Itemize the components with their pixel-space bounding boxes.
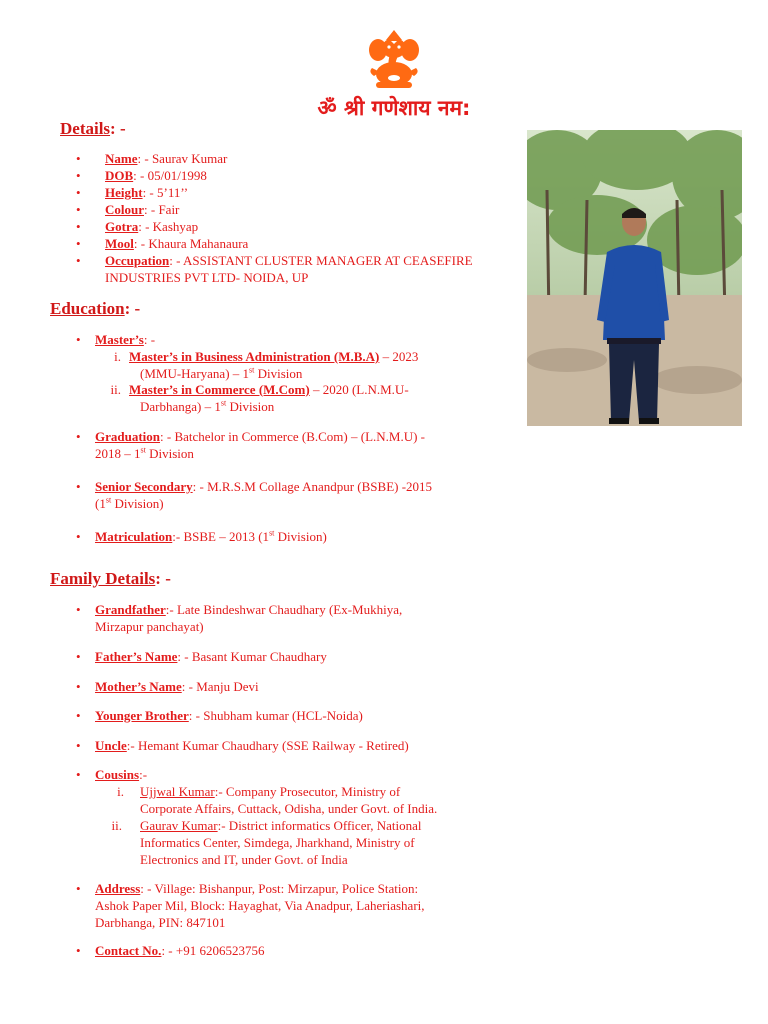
cousin-detail-continued: Informatics Center, Simdega, Jharkhand, Ministry of: [140, 835, 415, 850]
degree-division: Division: [226, 399, 275, 414]
masters-item: [114, 348, 469, 382]
item-value: : - ASSISTANT CLUSTER MANAGER AT CEASEFIRE: [169, 253, 473, 268]
bullet-icon: •: [76, 253, 81, 268]
bullet-icon: •: [76, 602, 81, 617]
mantra-title: ॐ श्री गणेशाय नम:: [317, 96, 471, 120]
cousin-entry: [111, 817, 480, 868]
item-value: : - Khaura Mahanaura: [133, 236, 249, 251]
grandfather-label: Grandfather: [95, 602, 166, 617]
brother-item: [76, 707, 495, 724]
bullet-icon: •: [76, 429, 81, 444]
cousin-name: Gaurav Kumar: [140, 818, 218, 833]
brother-label: Younger Brother: [95, 708, 189, 723]
masters-block: [76, 331, 515, 348]
contact-item: [76, 942, 495, 959]
contact-value: : - +91 6206523756: [161, 943, 265, 958]
bullet-icon: •: [76, 708, 81, 723]
cousin-detail-continued: Corporate Affairs, Cuttack, Odisha, under Govt. of India.: [140, 801, 438, 816]
education-heading: [50, 299, 140, 319]
father-item: [76, 648, 495, 665]
bullet-icon: •: [76, 479, 81, 494]
item-label: Height: [105, 185, 143, 200]
uncle-label: Uncle: [95, 738, 127, 753]
profile-photo: [527, 130, 742, 426]
matric-value: :- BSBE – 2013 (1: [172, 529, 270, 544]
family-heading: [50, 569, 171, 589]
grandfather-value-continued: Mirzapur panchayat): [95, 619, 204, 634]
grandfather-item: [76, 601, 495, 635]
education-heading-text: Education: [50, 299, 125, 318]
bullet-icon: •: [76, 881, 81, 896]
cousin-name: Ujjwal Kumar: [140, 784, 215, 799]
details-heading: [60, 119, 126, 139]
masters-suffix: : -: [143, 332, 156, 347]
cousins-label: Cousins: [95, 767, 140, 782]
father-label: Father’s Name: [95, 649, 178, 664]
matriculation-item: [76, 528, 475, 545]
bullet-icon: •: [76, 649, 81, 664]
bullet-icon: •: [76, 185, 81, 200]
address-item: [76, 880, 495, 931]
masters-item: [110, 381, 469, 415]
cousin-entry: [117, 783, 480, 817]
ganesha-icon: [366, 28, 422, 94]
family-heading-text: Family Details: [50, 569, 156, 588]
list-item: [76, 150, 505, 167]
graduation-year: 2018 – 1: [95, 446, 141, 461]
bullet-icon: •: [76, 151, 81, 166]
degree-year: – 2020 (L.N.M.U-: [309, 382, 409, 397]
roman-numeral: i.: [114, 349, 121, 364]
bullet-icon: •: [76, 943, 81, 958]
bullet-icon: •: [76, 202, 81, 217]
degree-detail: Darbhanga) – 1: [140, 399, 221, 414]
grandfather-value: :- Late Bindeshwar Chaudhary (Ex-Mukhiya,: [165, 602, 403, 617]
mother-item: [76, 678, 495, 695]
list-item: [76, 184, 505, 201]
cousins-suffix: :-: [139, 767, 148, 782]
matric-label: Matriculation: [95, 529, 173, 544]
address-value-continued: Ashok Paper Mil, Block: Hayaghat, Via Anadpur, Laheriashari,: [95, 898, 425, 913]
bullet-icon: •: [76, 332, 81, 347]
senior-detail: (1: [95, 496, 106, 511]
bullet-icon: •: [76, 767, 81, 782]
item-label: Colour: [105, 202, 144, 217]
uncle-value: :- Hemant Kumar Chaudhary (SSE Railway - Retired): [126, 738, 409, 753]
masters-label: Master’s: [95, 332, 144, 347]
contact-label: Contact No.: [95, 943, 162, 958]
graduation-value: : - Batchelor in Commerce (B.Com) – (L.N.M.U) -: [160, 429, 426, 444]
senior-division: Division): [111, 496, 164, 511]
degree-title: Master’s in Commerce (M.Com): [129, 382, 310, 397]
item-value: : - Fair: [144, 202, 180, 217]
details-list: [76, 150, 505, 286]
bullet-icon: •: [76, 219, 81, 234]
details-heading-text: Details: [60, 119, 111, 138]
cousin-detail-continued: Electronics and IT, under Govt. of India: [140, 852, 348, 867]
senior-label: Senior Secondary: [95, 479, 193, 494]
address-label: Address: [95, 881, 141, 896]
matric-division: Division): [274, 529, 327, 544]
bullet-icon: •: [76, 738, 81, 753]
list-item: [76, 201, 505, 218]
graduation-item: [76, 428, 475, 462]
cousins-item: [76, 766, 495, 783]
bullet-icon: •: [76, 679, 81, 694]
ordinal-sup: st: [269, 528, 275, 538]
list-item: [76, 235, 505, 252]
family-heading-suffix: : -: [155, 569, 171, 588]
item-value: : - Saurav Kumar: [137, 151, 228, 166]
brother-value: : - Shubham kumar (HCL-Noida): [188, 708, 363, 723]
item-label: DOB: [105, 168, 134, 183]
mother-label: Mother’s Name: [95, 679, 182, 694]
list-item: [76, 252, 505, 286]
ordinal-sup: st: [105, 495, 112, 505]
uncle-item: [76, 737, 515, 754]
degree-division: Division: [254, 366, 303, 381]
cousin-detail: :- District informatics Officer, National: [217, 818, 422, 833]
item-label: Occupation: [105, 253, 170, 268]
address-value-continued: Darbhanga, PIN: 847101: [95, 915, 226, 930]
item-label: Gotra: [105, 219, 139, 234]
item-value: : - 5’11’’: [142, 185, 189, 200]
item-label: Name: [105, 151, 138, 166]
education-heading-suffix: : -: [124, 299, 141, 318]
graduation-division: Division: [145, 446, 194, 461]
degree-detail: (MMU-Haryana) – 1: [140, 366, 250, 381]
ordinal-sup: st: [249, 365, 255, 375]
item-value-continued: INDUSTRIES PVT LTD- NOIDA, UP: [105, 270, 309, 285]
bullet-icon: •: [76, 236, 81, 251]
roman-numeral: i.: [117, 784, 124, 799]
roman-numeral: ii.: [111, 818, 122, 833]
senior-secondary-item: [76, 478, 475, 512]
ordinal-sup: st: [140, 445, 146, 455]
item-value: : - 05/01/1998: [133, 168, 207, 183]
bullet-icon: •: [76, 168, 81, 183]
address-value: : - Village: Bishanpur, Post: Mirzapur, Police Station:: [140, 881, 419, 896]
bullet-icon: •: [76, 529, 81, 544]
item-label: Mool: [105, 236, 134, 251]
father-value: : - Basant Kumar Chaudhary: [177, 649, 327, 664]
list-item: [76, 167, 505, 184]
mother-value: : - Manju Devi: [181, 679, 259, 694]
degree-year: – 2023: [379, 349, 419, 364]
graduation-label: Graduation: [95, 429, 161, 444]
item-value: : - Kashyap: [138, 219, 199, 234]
degree-title: Master’s in Business Administration (M.B.A): [129, 349, 380, 364]
roman-numeral: ii.: [110, 382, 121, 397]
details-heading-suffix: : -: [110, 119, 126, 138]
list-item: [76, 218, 505, 235]
senior-value: : - M.R.S.M Collage Anandpur (BSBE) -2015: [192, 479, 433, 494]
cousin-detail: :- Company Prosecutor, Ministry of: [214, 784, 401, 799]
ordinal-sup: st: [220, 398, 227, 408]
